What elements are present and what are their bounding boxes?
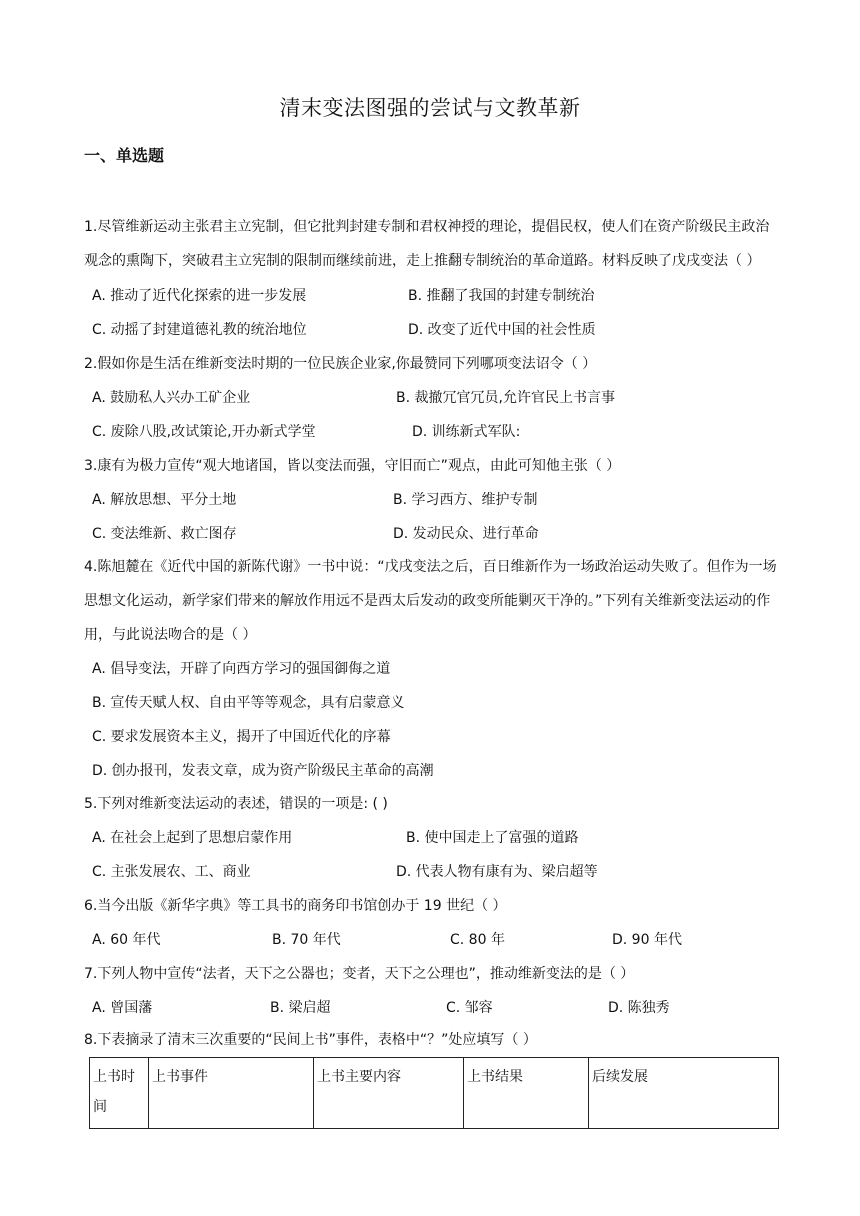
question-5-option-c[interactable]: C. 主张发展农、工、商业 xyxy=(92,864,251,880)
question-8-stem: 8.下表摘录了清末三次重要的“民间上书”事件，表格中“？”处应填写（ ） xyxy=(84,1032,537,1048)
question-4-option-d[interactable]: D. 创办报刊，发表文章，成为资产阶级民主革命的高潮 xyxy=(92,763,434,779)
question-5-option-b[interactable]: B. 使中国走上了富强的道路 xyxy=(406,830,579,846)
question-2-option-d[interactable]: D. 训练新式军队: xyxy=(412,424,521,440)
table-header-row xyxy=(90,1058,779,1129)
section-heading: 一、单选题 xyxy=(84,146,165,165)
question-3-option-d[interactable]: D. 发动民众、进行革命 xyxy=(393,526,539,542)
question-4-option-c[interactable]: C. 要求发展资本主义，揭开了中国近代化的序幕 xyxy=(92,729,391,745)
question-3-option-c[interactable]: C. 变法维新、救亡图存 xyxy=(92,526,237,542)
table-header-cell: 上书主要内容 xyxy=(314,1058,464,1129)
question-7-option-b[interactable]: B. 梁启超 xyxy=(270,1000,331,1016)
question-6-option-a[interactable]: A. 60 年代 xyxy=(92,932,161,948)
question-2-option-a[interactable]: A. 鼓励私人兴办工矿企业 xyxy=(92,390,251,406)
question-5-option-d[interactable]: D. 代表人物有康有为、梁启超等 xyxy=(396,864,598,880)
question-1-option-d[interactable]: D. 改变了近代中国的社会性质 xyxy=(408,322,596,338)
question-5-option-a[interactable]: A. 在社会上起到了思想启蒙作用 xyxy=(92,830,293,846)
question-3-option-a[interactable]: A. 解放思想、平分土地 xyxy=(92,492,237,508)
table-header-cell: 上书时间 xyxy=(90,1058,149,1129)
petition-table xyxy=(89,1057,779,1129)
question-2-option-c[interactable]: C. 废除八股,改试策论,开办新式学堂 xyxy=(92,424,316,440)
question-7-option-a[interactable]: A. 曾国藩 xyxy=(92,1000,153,1016)
question-1-option-a[interactable]: A. 推动了近代化探索的进一步发展 xyxy=(92,288,307,304)
table-header-cell: 后续发展 xyxy=(589,1058,779,1129)
question-5-stem: 5.下列对维新变法运动的表述，错误的一项是: ( ) xyxy=(84,796,388,812)
question-6-option-d[interactable]: D. 90 年代 xyxy=(612,932,682,948)
question-1-stem: 1.尽管维新运动主张君主立宪制，但它批判封建专制和君权神授的理论，提倡民权，使人们在资产阶级民主政治观念的熏陶下，突破君主立宪制的限制而继续前进，走上推翻专制统治的革命道路。材料反映了戊戌变法（ ） xyxy=(84,219,770,269)
document-title: 清末变法图强的尝试与文教革新 xyxy=(279,96,581,120)
table-header-cell: 上书结果 xyxy=(464,1058,589,1129)
question-2-stem: 2.假如你是生活在维新变法时期的一位民族企业家,你最赞同下列哪项变法诏令（ ） xyxy=(84,356,597,372)
question-6-option-b[interactable]: B. 70 年代 xyxy=(272,932,341,948)
question-3-stem: 3.康有为极力宣传“观大地诸国，皆以变法而强，守旧而亡”观点，由此可知他主张（ ） xyxy=(84,458,621,474)
question-6-option-c[interactable]: C. 80 年 xyxy=(450,932,505,948)
question-4-option-b[interactable]: B. 宣传天赋人权、自由平等等观念，具有启蒙意义 xyxy=(92,695,405,711)
table-header-cell: 上书事件 xyxy=(149,1058,314,1129)
question-4-stem: 4.陈旭麓在《近代中国的新陈代谢》一书中说：“戊戌变法之后，百日维新作为一场政治运动失败了。但作为一场思想文化运动，新学家们带来的解放作用远不是西太后发动的政变所能剿灭干净的。”下列有关维新变法运动的作用，与此说法吻合的是（ ） xyxy=(84,559,777,643)
question-2-option-b[interactable]: B. 裁撤冗官冗员,允许官民上书言事 xyxy=(396,390,615,406)
question-7-option-c[interactable]: C. 邹容 xyxy=(446,1000,493,1016)
question-4-option-a[interactable]: A. 倡导变法，开辟了向西方学习的强国御侮之道 xyxy=(92,661,391,677)
question-1-option-b[interactable]: B. 推翻了我国的封建专制统治 xyxy=(408,288,595,304)
question-1-option-c[interactable]: C. 动摇了封建道德礼教的统治地位 xyxy=(92,322,307,338)
question-7-option-d[interactable]: D. 陈独秀 xyxy=(608,1000,670,1016)
question-3-option-b[interactable]: B. 学习西方、维护专制 xyxy=(393,492,538,508)
question-6-stem: 6.当今出版《新华字典》等工具书的商务印书馆创办于 19 世纪（ ） xyxy=(84,898,507,914)
question-7-stem: 7.下列人物中宣传“法者，天下之公器也；变者，天下之公理也”，推动维新变法的是（ ） xyxy=(84,966,635,982)
